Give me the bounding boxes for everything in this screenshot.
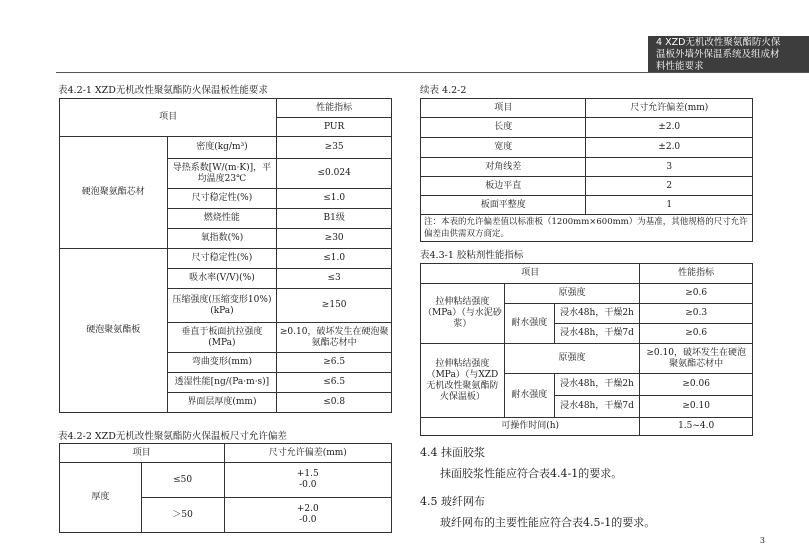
chapter-header-line3: 料性能要求 <box>656 61 704 72</box>
t421-r1-val: ≥35 <box>277 137 392 159</box>
tcont-r1-val: ±2.0 <box>586 118 753 138</box>
t431-g2-2h: 浸水48h，干燥2h <box>554 374 640 396</box>
tcont-r3-val: 3 <box>586 158 753 177</box>
t421-r8-val: ≥150 <box>277 289 392 323</box>
chapter-header-line1: 4 XZD无机改性聚氨酯防火保 <box>656 37 781 48</box>
t421-r6-val: ≤1.0 <box>277 249 392 269</box>
chapter-header-line2: 温板外墙外保温系统及组成材 <box>656 49 780 60</box>
page-number: 3 <box>759 536 765 545</box>
t431-g2-original-val: ≥0.10，破坏发生在硬泡聚氨酯芯材中 <box>640 344 753 374</box>
t431-open-time-val: 1.5~4.0 <box>640 418 753 436</box>
t422-val-gt50 <box>224 498 392 533</box>
tcont-r1-item: 长度 <box>421 118 586 138</box>
section-4-4-title: 4.4 抹面胶浆 <box>420 446 485 459</box>
t431-g1-water: 耐水强度 <box>504 304 554 344</box>
t421-r2-val: ≤0.024 <box>277 159 392 189</box>
t431-g2-water: 耐水强度 <box>504 374 554 418</box>
t422-val-gt50-plus: +2.0 <box>296 504 319 514</box>
tcont-h-dev: 尺寸允许偏差(mm) <box>586 99 753 118</box>
t421-r1-item: 密度(kg/m³) <box>167 137 277 159</box>
t431-g1-7d: 浸水48h，干燥7d <box>554 324 640 344</box>
t421-r11-val: ≤6.5 <box>277 373 392 393</box>
table-4-2-1-caption: 表4.2-1 XZD无机改性聚氨酯防火保温板性能要求 <box>58 85 268 96</box>
t421-r6-item: 尺寸稳定性(%) <box>167 249 277 269</box>
t421-r2-item: 导热系数[W/(m·K)]，平均温度23℃ <box>167 159 277 189</box>
t431-h-item: 项目 <box>421 264 640 284</box>
tcont-h-item: 项目 <box>421 99 586 118</box>
t422-val-le50-plus: +1.5 <box>296 469 319 479</box>
t431-g1-2h: 浸水48h，干燥2h <box>554 304 640 324</box>
table-4-2-2-caption: 表4.2-2 XZD无机改性聚氨酯防火保温板尺寸允许偏差 <box>58 431 287 442</box>
table-4-3-1-caption: 表4.3-1 胶粘剂性能指标 <box>420 250 524 261</box>
t431-g1-2h-val: ≥0.3 <box>640 304 753 324</box>
t431-g2-7d-val: ≥0.10 <box>640 396 753 418</box>
t422-h-dev: 尺寸允许偏差(mm) <box>224 444 392 463</box>
t422-val-le50 <box>224 463 392 498</box>
table-4-2-1 <box>59 98 392 413</box>
t421-r11-item: 透湿性能[ng/(Pa·m·s)] <box>167 373 277 393</box>
t431-g2-original: 原强度 <box>504 344 640 374</box>
t422-cond-gt50: ＞50 <box>141 498 224 533</box>
t431-open-time: 可操作时间(h) <box>421 418 640 436</box>
t431-g1-original: 原强度 <box>504 284 640 304</box>
t421-r5-item: 氧指数(%) <box>167 229 277 249</box>
section-4-4-text: 抹面胶浆性能应符合表4.4-1的要求。 <box>440 467 623 480</box>
t421-r12-val: ≤0.8 <box>277 393 392 413</box>
t421-r12-item: 界面层厚度(mm) <box>167 393 277 413</box>
tcont-r5-val: 1 <box>586 196 753 215</box>
t431-h-index: 性能指标 <box>640 264 753 284</box>
t421-r7-item: 吸水率(V/V)(%) <box>167 269 277 289</box>
t431-group-mortar: 拉伸粘结强度（MPa）（与水泥砂浆） <box>421 284 505 344</box>
chapter-header <box>648 36 809 72</box>
t431-g1-7d-val: ≥0.6 <box>640 324 753 344</box>
t421-r7-val: ≤3 <box>277 269 392 289</box>
t421-r10-val: ≥6.5 <box>277 353 392 373</box>
t431-group-board: 拉伸粘结强度（MPa）（与XZD无机改性聚氨酯防火保温板） <box>421 344 505 418</box>
tcont-r2-item: 宽度 <box>421 138 586 158</box>
t421-r9-val: ≥0.10，破坏发生在硬泡聚氨酯芯材中 <box>277 323 392 353</box>
t431-g1-original-val: ≥0.6 <box>640 284 753 304</box>
tcont-r2-val: ±2.0 <box>586 138 753 158</box>
t421-group-board: 硬泡聚氨酯板 <box>60 249 168 413</box>
tcont-r5-item: 板面平整度 <box>421 196 586 215</box>
t421-r9-item: 垂直于板面抗拉强度(MPa) <box>167 323 277 353</box>
t422-group-thickness: 厚度 <box>60 463 142 533</box>
t422-h-item: 项目 <box>60 444 225 463</box>
section-4-5-text: 玻纤网布的主要性能应符合表4.5-1的要求。 <box>440 516 656 529</box>
t421-r4-val: B1级 <box>277 209 392 229</box>
tcont-r4-item: 板边平直 <box>421 177 586 196</box>
t422-val-le50-minus: -0.0 <box>299 480 317 490</box>
t421-r8-item: 压缩强度(压缩变形10%)(kPa) <box>167 289 277 323</box>
t421-r5-val: ≥30 <box>277 229 392 249</box>
table-cont-caption: 续表 4.2-2 <box>420 85 467 96</box>
t421-r3-val: ≤1.0 <box>277 189 392 209</box>
t421-h-index: 性能指标 <box>277 99 392 118</box>
t421-group-core: 硬泡聚氨酯芯材 <box>60 137 168 249</box>
section-4-5-title: 4.5 玻纤网布 <box>420 495 485 508</box>
t431-g2-7d: 浸水48h，干燥7d <box>554 396 640 418</box>
t422-cond-le50: ≤50 <box>141 463 224 498</box>
t421-r4-item: 燃烧性能 <box>167 209 277 229</box>
tcont-r3-item: 对角线差 <box>421 158 586 177</box>
t422-val-gt50-minus: -0.0 <box>299 515 317 525</box>
t421-h-pur: PUR <box>277 118 392 137</box>
tcont-r4-val: 2 <box>586 177 753 196</box>
header-rule <box>56 72 809 73</box>
table-cont-4-2-2 <box>420 98 753 242</box>
t421-r3-item: 尺寸稳定性(%) <box>167 189 277 209</box>
tcont-note: 注：本表的允许偏差值以标准板（1200mm×600mm）为基准，其他规格的尺寸允许偏差由供需双方商定。 <box>421 215 753 242</box>
table-4-2-2 <box>59 443 392 533</box>
t431-g2-2h-val: ≥0.06 <box>640 374 753 396</box>
t421-h-item: 项目 <box>60 99 277 137</box>
table-4-3-1 <box>420 263 753 436</box>
t421-r10-item: 弯曲变形(mm) <box>167 353 277 373</box>
